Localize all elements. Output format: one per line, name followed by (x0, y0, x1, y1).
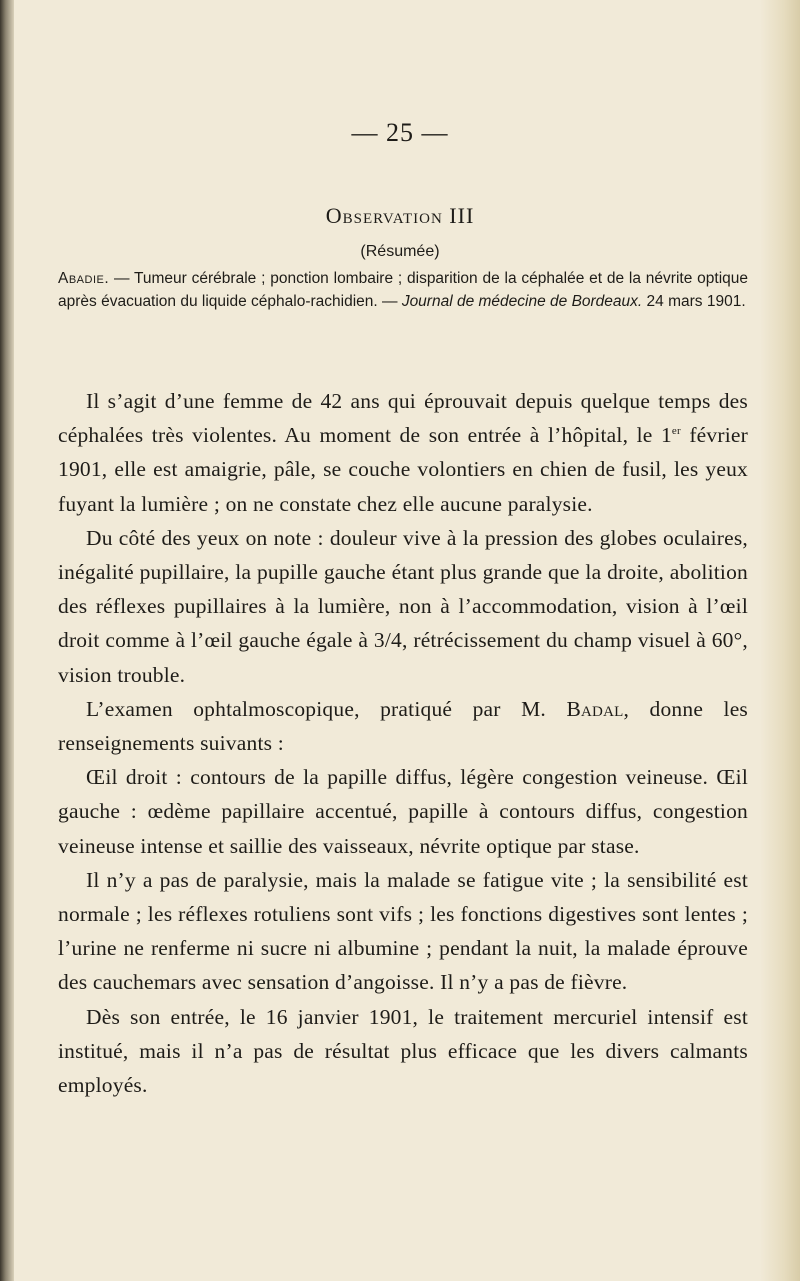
abstract-author: Abadie. (58, 270, 110, 287)
abstract-text: — Tumeur cérébrale ; ponction lombaire ; disparition de la céphalée et de la névrite optique après évacuation du liquide céphalo-rachidien. — (58, 270, 748, 310)
abstract-date: 24 mars 1901. (642, 293, 746, 310)
paragraph-5: Il n’y a pas de paralysie, mais la malade se fatigue vite ; la sensibilité est normale ; les réflexes rotuliens sont vifs ; les fonctions digestives sont lentes ; l’urine ne renferme ni sucre ni albumine ; pendant la nuit, la malade éprouve des cauchemars avec sensation d’angoisse. Il n’y a pas de fièvre. (58, 867, 748, 995)
abstract-journal: Journal de médecine de Bordeaux. (401, 293, 643, 310)
page-edge-right (760, 0, 800, 1281)
page-edge-shadow (0, 0, 14, 1281)
ordinal-superscript: er (671, 425, 681, 438)
paragraph-6: Dès son entrée, le 16 janvier 1901, le traitement mercuriel intensif est institué, mais il n’a pas de résultat plus efficace que les divers calmants employés. (58, 1004, 748, 1098)
body-text (58, 384, 748, 1102)
abstract-reference (58, 267, 748, 313)
paragraph-4: Œil droit : contours de la papille diffus, légère congestion veineuse. Œil gauche : œdème papillaire accentué, papille à contours diffus, congestion veineuse intense et saillie des vaisseaux, névrite optique par stase. (58, 765, 748, 858)
page-number: — 25 — (351, 118, 449, 147)
paragraph-1: Il s’agit d’une femme de 42 ans qui éprouvait depuis quelque temps des céphalées très violentes. Au moment de son entrée à l’hôpital, le 1er février 1901, elle est amaigrie, pâle, se couche volontiers en chien de fusil, les yeux fuyant la lumière ; on ne constate chez elle aucune paralysie. (58, 389, 749, 516)
paragraph-3: L’examen ophtalmoscopique, pratiqué par M. Badal, donne les renseignements suivants : (58, 696, 748, 756)
person-name: Badal (566, 696, 624, 721)
observation-title: Observation III (325, 203, 475, 228)
observation-subtitle: (Résumée) (360, 243, 440, 260)
paragraph-2: Du côté des yeux on note : douleur vive à la pression des globes oculaires, inégalité pupillaire, la pupille gauche étant plus grande que la droite, abolition des réflexes pupillaires à la lumière, non à l’accommodation, vision à l’œil droit comme à l’œil gauche égale à 3/4, rétrécissement du champ visuel à 60°, vision trouble. (58, 525, 748, 687)
